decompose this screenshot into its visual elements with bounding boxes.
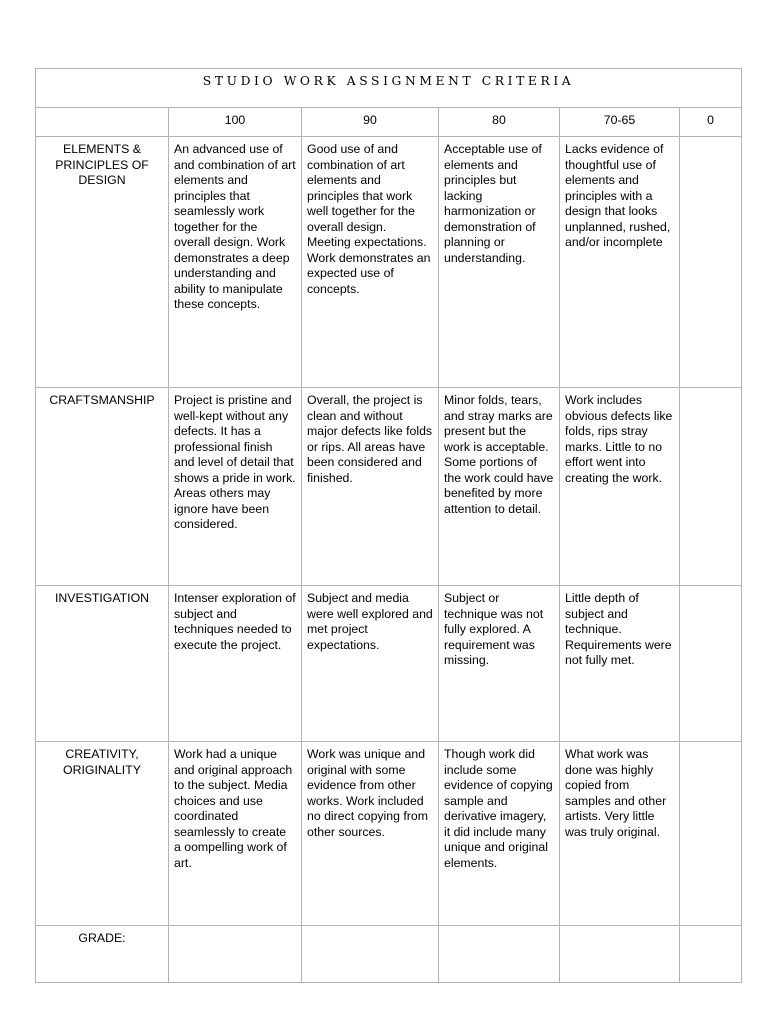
header-score-100: 100 bbox=[169, 108, 302, 137]
grade-cell-80 bbox=[439, 926, 560, 983]
descriptor-0 bbox=[680, 137, 742, 388]
grade-row bbox=[36, 926, 742, 983]
descriptor-70-65: Lacks evidence of thoughtful use of elements and principles with a design that looks unplanned, rushed, and/or incomplete bbox=[560, 137, 680, 388]
criteria-row-investigation bbox=[36, 586, 742, 742]
criteria-label: CREATIVITY, ORIGINALITY bbox=[36, 742, 169, 926]
descriptor-70-65: Work includes obvious defects like folds, rips stray marks. Little to no effort went into creating the work. bbox=[560, 388, 680, 586]
descriptor-80: Minor folds, tears, and stray marks are present but the work is acceptable. Some portions of the work could have benefited by more attention to detail. bbox=[439, 388, 560, 586]
criteria-label: ELEMENTS & PRINCIPLES OF DESIGN bbox=[36, 137, 169, 388]
header-score-0: 0 bbox=[680, 108, 742, 137]
criteria-label: INVESTIGATION bbox=[36, 586, 169, 742]
grade-cell-90 bbox=[302, 926, 439, 983]
grade-cell-70-65 bbox=[560, 926, 680, 983]
score-header-row bbox=[36, 108, 742, 137]
header-criteria-cell bbox=[36, 108, 169, 137]
header-score-70-65: 70-65 bbox=[560, 108, 680, 137]
descriptor-100: An advanced use of and combination of art elements and principles that seamlessly work together for the overall design. Work demonstrates a deep understanding and ability to manipulate these concepts. bbox=[169, 137, 302, 388]
header-score-90: 90 bbox=[302, 108, 439, 137]
descriptor-80: Subject or technique was not fully explored. A requirement was missing. bbox=[439, 586, 560, 742]
descriptor-100: Work had a unique and original approach to the subject. Media choices and use coordinated seamlessly to create a oompelling work of art. bbox=[169, 742, 302, 926]
descriptor-0 bbox=[680, 742, 742, 926]
criteria-row-craftsmanship bbox=[36, 388, 742, 586]
grade-cell-100 bbox=[169, 926, 302, 983]
descriptor-90: Overall, the project is clean and without major defects like folds or rips. All areas have been considered and finished. bbox=[302, 388, 439, 586]
descriptor-80: Though work did include some evidence of copying sample and derivative imagery, it did include many unique and original elements. bbox=[439, 742, 560, 926]
descriptor-100: Project is pristine and well-kept without any defects. It has a professional finish and level of detail that shows a pride in work. Areas others may ignore have been considered. bbox=[169, 388, 302, 586]
header-score-80: 80 bbox=[439, 108, 560, 137]
descriptor-100: Intenser exploration of subject and techniques needed to execute the project. bbox=[169, 586, 302, 742]
descriptor-70-65: What work was done was highly copied from samples and other artists. Very little was truly original. bbox=[560, 742, 680, 926]
descriptor-90: Subject and media were well explored and met project expectations. bbox=[302, 586, 439, 742]
descriptor-70-65: Little depth of subject and technique. Requirements were not fully met. bbox=[560, 586, 680, 742]
descriptor-0 bbox=[680, 388, 742, 586]
descriptor-0 bbox=[680, 586, 742, 742]
rubric-title: STUDIO WORK ASSIGNMENT CRITERIA bbox=[36, 69, 742, 108]
grade-label: GRADE: bbox=[36, 926, 169, 983]
grade-cell-0 bbox=[680, 926, 742, 983]
descriptor-80: Acceptable use of elements and principles but lacking harmonization or demonstration of planning or understanding. bbox=[439, 137, 560, 388]
criteria-label: CRAFTSMANSHIP bbox=[36, 388, 169, 586]
descriptor-90: Work was unique and original with some evidence from other works. Work included no direct copying from other sources. bbox=[302, 742, 439, 926]
title-row bbox=[36, 69, 742, 108]
criteria-row-creativity-originality bbox=[36, 742, 742, 926]
criteria-row-elements-principles bbox=[36, 137, 742, 388]
criteria-rubric-table bbox=[35, 68, 742, 983]
descriptor-90: Good use of and combination of art elements and principles that work well together for the overall design. Meeting expectations. Work demonstrates an expected use of concepts. bbox=[302, 137, 439, 388]
